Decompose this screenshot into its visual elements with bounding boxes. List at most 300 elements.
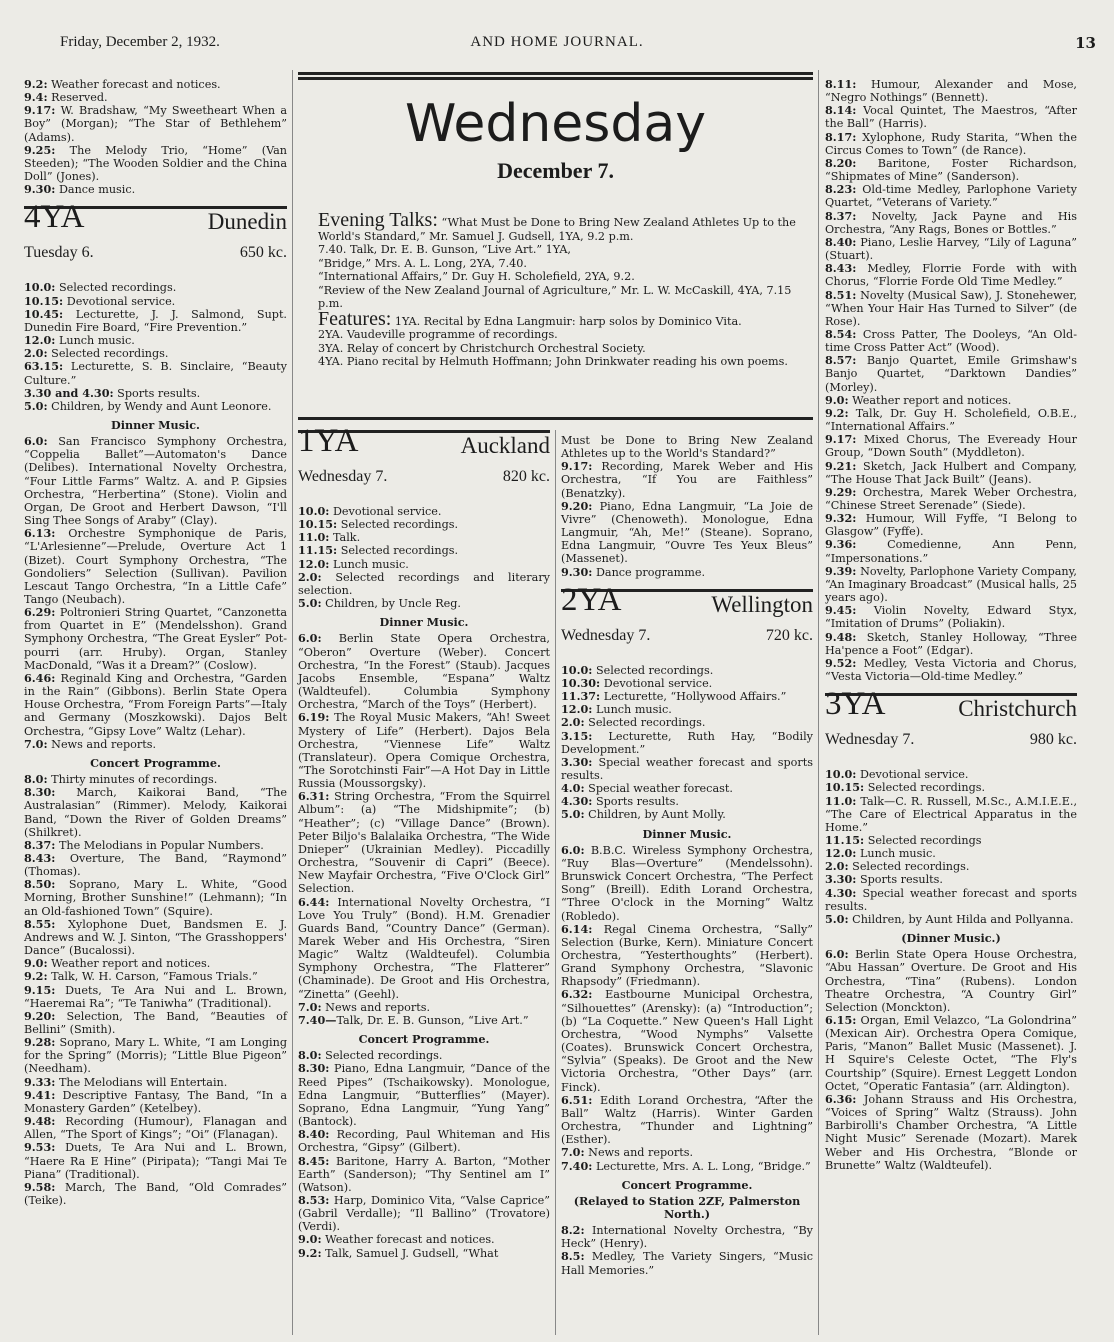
programme-text: Poltronieri String Quartet, “Canzonetta from Quartet in E” (Mendelsshon). Grand Symphony Orchestra, “The Great Eysler” Pot-pourri (arr. Hruby). Organ, Stanley MacDonald, “Was it a Dream?” (Coslow).	[24, 606, 287, 672]
programme-item	[24, 144, 287, 183]
station-frequency: 650 kc.	[239, 244, 287, 262]
programme-time: 6.14:	[561, 921, 593, 936]
programme-time: 9.48:	[24, 1114, 56, 1129]
station-day: Tuesday 6.	[24, 244, 94, 262]
programme-time: 9.20:	[561, 498, 593, 513]
programme-time: 9.53:	[24, 1140, 56, 1155]
programme-time: 11.0:	[825, 793, 857, 808]
programme-time: 9.17:	[561, 459, 593, 474]
programme-text: Novelty (Musical Saw), J. Stonehewer, “When Your Hair Has Turned to Silver” (de Rose).	[825, 288, 1077, 328]
programme-item	[825, 262, 1077, 288]
programme-text: Selected recordings.	[55, 281, 177, 295]
programme-item	[298, 1194, 550, 1233]
wednesday-banner	[298, 72, 813, 420]
programme-item	[298, 518, 550, 531]
programme-text: Devotional service.	[600, 676, 713, 690]
programme-time: 8.0:	[24, 772, 48, 787]
programme-time: 8.40:	[298, 1127, 330, 1142]
programme-time: 9.41:	[24, 1087, 56, 1102]
evening-talks	[318, 209, 801, 311]
programme-item	[825, 631, 1077, 657]
programme-text: Duets, Te Ara Nui and L. Brown, “Haeremai Ra”; “Te Taniwha” (Traditional).	[24, 983, 287, 1010]
programme-time: 11.37:	[561, 689, 601, 704]
programme-time: 9.2:	[298, 1245, 322, 1260]
programme-time: 9.29:	[825, 484, 857, 499]
programme-text: Special weather forecast.	[584, 782, 733, 796]
programme-text: Thirty minutes of recordings.	[47, 773, 218, 787]
talks-label: Evening Talks:	[318, 209, 438, 231]
programme-text: Children, by Wendy and Aunt Leonore.	[47, 399, 272, 413]
programme-item	[24, 1141, 287, 1180]
programme-text: Lecturette, Mrs. A. L. Long, “Bridge.”	[592, 1159, 811, 1173]
station-city: Christchurch	[958, 696, 1077, 722]
programme-item	[825, 354, 1077, 393]
programme-time: 8.45:	[298, 1153, 330, 1168]
programme-item	[825, 460, 1077, 486]
programme-item	[298, 632, 550, 711]
programme-item	[24, 957, 287, 970]
programme-text: International Novelty Orchestra, “I Love You Truly” (Bond). H.M. Grenadier Guards Band, “Country Dance” (German). Marek Weber and His Orchestra, “Siren Magic” Waltz (Waldteufel). Columbia Symphony Orchestra, “The Flatterer” (Chaminade). De Groot and His Orchestra, “Zinetta” (Geehl).	[298, 895, 550, 1001]
programme-text: Lunch music.	[55, 334, 135, 348]
programme-time: 10.15:	[24, 293, 64, 308]
programme-time: 6.0:	[298, 631, 322, 646]
programme-time: 9.30:	[561, 564, 593, 579]
station-1ya	[298, 423, 550, 495]
programme-item	[825, 1014, 1077, 1093]
programme-time: 4.30:	[561, 794, 593, 809]
programme-item	[825, 887, 1077, 913]
programme-item	[24, 400, 287, 413]
programme-text: News and reports.	[321, 1000, 431, 1014]
programme-time: 9.2:	[825, 405, 849, 420]
programme-time: 11.0:	[298, 530, 330, 545]
programme-text: Lecturette, Ruth Hay, “Bodily Development.”	[561, 729, 813, 756]
feature-line: 1YA. Recital by Edna Langmuir: harp solos by Dominico Vita.	[391, 314, 742, 328]
programme-time: 6.36:	[825, 1091, 857, 1106]
programme-text: Organ, Emil Velazco, “La Golondrina” (Mexican Air). Orchestra Opera Comique, Paris, “Manon” Ballet Music (Massenet). J. H Squire's Celeste Octet, “The Fly's Courtship” (Squire). Ernest Leggett London Octet, “Operatic Fantasia” (arr. Aldington).	[825, 1014, 1077, 1093]
programme-item	[825, 781, 1077, 794]
programme-text: B.B.C. Wireless Symphony Orchestra, “Ruy Blas—Overture” (Mendelssohn). Brunswick Concert Orchestra, “The Perfect Song” (Breill). Edith Lorand Orchestra, “Three O'clock in the Morning” Waltz (Robledo).	[561, 843, 813, 923]
divider	[298, 77, 813, 80]
programme-item	[825, 1093, 1077, 1172]
programme-item	[24, 918, 287, 957]
programme-text: Weather report and notices.	[47, 957, 211, 971]
programme-text: Descriptive Fantasy, The Band, “In a Monastery Garden” (Ketelbey).	[24, 1088, 287, 1115]
programme-text: Piano, Edna Langmuir, “Dance of the Reed Pipes” (Tschaikowsky). Monologue, Edna Langmuir, “Butterflies” (Mayer). Soprano, Edna Langmuir, “Yung Yang” (Bantock).	[298, 1062, 550, 1129]
programme-item	[24, 347, 287, 360]
programme-item	[825, 210, 1077, 236]
programme-time: 9.0:	[24, 956, 48, 971]
programme-time: 6.31:	[298, 789, 330, 804]
programme-item	[24, 1115, 287, 1141]
programme-item	[24, 1010, 287, 1036]
programme-text: Sports results.	[592, 795, 679, 809]
station-city: Auckland	[460, 433, 550, 458]
programme-item	[561, 1094, 813, 1147]
programme-text: International Novelty Orchestra, “By Heck” (Henry).	[561, 1224, 813, 1251]
programme-item	[825, 795, 1077, 834]
programme-text: Medley, The Variety Singers, “Music Hall Memories.”	[561, 1250, 813, 1277]
talk-line: “Bridge,” Mrs. A. L. Long, 2YA, 7.40.	[318, 256, 527, 270]
day-programme	[24, 281, 287, 413]
programme-text: Dance programme.	[592, 565, 706, 579]
programme-time: 8.5:	[561, 1249, 585, 1264]
programme-text: Comedienne, Ann Penn, “Impersonations.”	[825, 538, 1077, 565]
programme-time: 9.25:	[24, 142, 56, 157]
programme-item	[825, 486, 1077, 512]
programme-time: 11.15:	[298, 543, 338, 558]
banner-date: December 7.	[497, 158, 614, 183]
programme-text: Selected recordings.	[584, 716, 706, 730]
programme-text: Dance music.	[55, 183, 136, 197]
programme-text: Medley, Vesta Victoria and Chorus, “Vesta Victoria—Old-time Medley.”	[825, 656, 1077, 684]
programme-item	[561, 808, 813, 821]
station-call: 4YA	[24, 199, 85, 236]
programme-time: 12.0:	[298, 556, 330, 571]
day-programme	[561, 664, 813, 822]
programme-time: 8.30:	[24, 785, 56, 800]
programme-text: Talk—C. R. Russell, M.Sc., A.M.I.E.E., “The Care of Electrical Apparatus in the Home.”	[825, 794, 1077, 834]
station-frequency: 820 kc.	[502, 468, 550, 485]
programme-item	[298, 1247, 550, 1260]
programme-time: 9.48:	[825, 629, 857, 644]
column-1	[24, 78, 287, 1207]
programme-item	[298, 558, 550, 571]
programme-text: Mixed Chorus, The Eveready Hour Group, “Down South” (Myddleton).	[825, 433, 1077, 460]
programme-time: 6.51:	[561, 1092, 593, 1107]
programme-item	[24, 387, 287, 400]
programme-item	[561, 1160, 813, 1173]
programme-item	[561, 434, 813, 460]
programme-time: 6.29:	[24, 605, 56, 620]
features	[318, 307, 801, 369]
programme-time: 9.32:	[825, 511, 857, 526]
programme-text: Selected recordings.	[337, 544, 459, 558]
programme-text: News and reports.	[47, 737, 157, 751]
station-call: 1YA	[298, 423, 359, 459]
programme-time: 10.15:	[825, 780, 865, 795]
programme-time: 7.0:	[298, 999, 322, 1014]
programme-time: 8.17:	[825, 129, 857, 144]
programme-item	[825, 131, 1077, 157]
programme-item	[298, 1233, 550, 1246]
programme-text: Duets, Te Ara Nui and L. Brown, “Haere Ra E Hine” (Piripata); “Tangi Mai Te Piana” (Traditional).	[24, 1141, 287, 1181]
programme-text: Soprano, Mary L. White, “I am Longing for the Spring” (Morris); “Little Blue Pigeon” (Needham).	[24, 1036, 287, 1076]
programme-item	[825, 860, 1077, 873]
programme-item	[561, 795, 813, 808]
programme-item	[298, 1155, 550, 1194]
programme-item	[24, 1089, 287, 1115]
programme-text: Selected recordings	[864, 833, 982, 847]
issue-date: Friday, December 2, 1932.	[60, 34, 220, 50]
dinner-programme	[24, 435, 287, 751]
continued-programme	[825, 78, 1077, 683]
station-3ya	[825, 686, 1077, 758]
programme-text: Special weather forecast and sports results.	[561, 755, 813, 782]
programme-text: Berlin State Opera House Orchestra, “Abu Hassan” Overture. De Groot and His Orchestra, “Tina” (Rubens). London Theatre Orchestra, “A Country Girl” Selection (Monckton).	[825, 948, 1077, 1014]
section-heading: Concert Programme.	[621, 1177, 753, 1192]
programme-text: Reserved.	[47, 91, 108, 105]
programme-time: 7.40—	[298, 1012, 337, 1027]
programme-item	[825, 407, 1077, 433]
programme-item	[825, 834, 1077, 847]
station-city: Dunedin	[207, 209, 287, 235]
programme-text: Novelty, Parlophone Variety Company, “An Imaginary Broadcast” (Musical halls, 25 years ago).	[825, 564, 1077, 605]
programme-item	[825, 512, 1077, 538]
programme-time: 8.30:	[298, 1061, 330, 1076]
programme-time: 2.0:	[825, 859, 849, 874]
dinner-programme	[561, 844, 813, 1173]
programme-time: 8.2:	[561, 1223, 585, 1238]
programme-item	[24, 527, 287, 606]
programme-text: Selected recordings.	[592, 663, 714, 677]
programme-item	[825, 873, 1077, 886]
programme-time: 9.15:	[24, 982, 56, 997]
programme-item	[561, 1146, 813, 1159]
dinner-programme	[825, 948, 1077, 1172]
programme-time: 6.15:	[825, 1013, 857, 1027]
programme-item	[825, 78, 1077, 104]
programme-item	[825, 657, 1077, 683]
programme-time: 8.20:	[825, 155, 857, 170]
programme-item	[24, 984, 287, 1010]
programme-item	[825, 433, 1077, 459]
programme-item	[825, 289, 1077, 328]
programme-time: 8.55:	[24, 916, 56, 931]
programme-time: 9.33:	[24, 1074, 56, 1089]
page-header	[0, 0, 1114, 52]
programme-item	[24, 78, 287, 91]
programme-time: 4.30:	[825, 885, 857, 900]
programme-item	[24, 1181, 287, 1207]
relay-note: (Relayed to Station 2ZF, Palmerston North.)	[573, 1193, 801, 1221]
concert-programme	[561, 1224, 813, 1277]
programme-item	[561, 460, 813, 499]
programme-text: Selected recordings.	[337, 518, 459, 532]
programme-item	[825, 604, 1077, 630]
feature-line: 3YA. Relay of concert by Christchurch Orchestral Society.	[318, 341, 646, 355]
talk-line: 7.40. Talk, Dr. E. B. Gunson, “Live Art.” 1YA,	[318, 243, 571, 256]
programme-time: 8.43:	[825, 261, 857, 276]
page-number: 13	[1075, 34, 1096, 52]
programme-time: 10.15:	[298, 517, 338, 532]
programme-time: 8.37:	[825, 208, 857, 223]
banner-title: Wednesday	[404, 94, 707, 154]
feature-line: 2YA. Vaudeville programme of recordings.	[318, 328, 558, 341]
programme-text: News and reports.	[584, 1146, 694, 1160]
programme-time: 9.52:	[825, 655, 857, 670]
station-4ya	[24, 199, 287, 271]
programme-time: 9.17:	[24, 103, 56, 118]
station-day: Wednesday 7.	[298, 468, 388, 485]
programme-time: 3.30:	[561, 754, 593, 769]
programme-time: 8.54:	[825, 326, 857, 341]
programme-text: Vocal Quintet, The Maestros, “After the Ball” (Harris).	[825, 104, 1077, 131]
divider	[298, 72, 813, 75]
programme-text: Sketch, Jack Hulbert and Company, “The House That Jack Built” (Jeans).	[825, 459, 1077, 486]
programme-text: Devotional service.	[856, 768, 969, 782]
programme-text: San Francisco Symphony Orchestra, “Coppelia Ballet”—Automaton's Dance (Delibes). International Novelty Orchestra, “Four Little Farms” Waltz. A. and P. Gipsies Orchestra, “Herbertina” (Stone). Violin and Organ, De Groot and Herbert Dawson, “I'll Sing Thee Songs of Araby” (Clay).	[24, 435, 287, 528]
programme-time: 8.23:	[825, 182, 857, 197]
programme-time: 2.0:	[561, 715, 585, 730]
programme-text: String Orchestra, “From the Squirrel Album”: (a) “The Midshipmite”; (b) “Heather”; (c) “Village Dance” (Brown). Peter Biljo's Balalaika Orchestra, “The Wide Dnieper” (Ukrainian Medley). Piccadilly Orchestra, “Souvenir di Capri” (Beece). New Mayfair Orchestra, “Five O'Clock Girl” Selection.	[298, 790, 550, 896]
programme-item	[825, 565, 1077, 604]
programme-item	[298, 711, 550, 790]
programme-item	[298, 1128, 550, 1154]
programme-time: 12.0:	[825, 846, 857, 861]
programme-time: 6.0:	[825, 947, 849, 962]
programme-text: Orchestre Symphonique de Paris, “L'Arlesienne”—Prelude, Overture Act 1 (Bizet). Court Symphony Orchestra, “The Gondoliers” Selection (Sullivan). Pavilion Lescaut Tango Orchestra, “In a Little Cafe” Tango (Neubach).	[24, 527, 287, 606]
feature-line: 4YA. Piano recital by Helmuth Hoffmann; John Drinkwater reading his own poems.	[318, 355, 788, 368]
programme-text: Humour, Will Fyffe, “I Belong to Glasgow” (Fyffe).	[825, 512, 1077, 539]
programme-item	[561, 844, 813, 923]
programme-time: 8.43:	[24, 850, 56, 865]
programme-text: Selected recordings.	[47, 347, 169, 361]
programme-item	[825, 157, 1077, 183]
concert-programme	[298, 1049, 550, 1260]
programme-text: Orchestra, Marek Weber Orchestra, “Chinese Street Serenade” (Siede).	[825, 485, 1077, 512]
banner-body	[318, 209, 801, 369]
programme-item	[24, 308, 287, 334]
programme-text: Special weather forecast and sports results.	[825, 886, 1077, 913]
programme-time: 7.0:	[24, 736, 48, 751]
programme-time: 10.30:	[561, 675, 601, 690]
station-2ya	[561, 581, 813, 654]
programme-time: 12.0:	[24, 333, 56, 348]
programme-item	[561, 730, 813, 756]
programme-item	[24, 281, 287, 294]
programme-item	[298, 1062, 550, 1128]
programme-item	[24, 773, 287, 786]
programme-time: 8.14:	[825, 103, 857, 118]
programme-text: Baritone, Foster Richardson, “Shipmates of Mine” (Sanderson).	[825, 156, 1077, 184]
programme-time: 5.0:	[298, 596, 322, 611]
programme-time: 10.0:	[298, 504, 330, 518]
station-call: 2YA	[561, 581, 622, 618]
station-frequency: 980 kc.	[1029, 731, 1077, 749]
programme-item	[24, 738, 287, 751]
programme-time: 6.19:	[298, 710, 330, 725]
programme-time: 9.39:	[825, 563, 857, 578]
day-programme	[825, 768, 1077, 926]
programme-item	[561, 988, 813, 1093]
column-2	[298, 420, 550, 1260]
programme-item	[24, 852, 287, 878]
programme-text: Devotional service.	[63, 294, 176, 308]
continued-programme	[561, 434, 813, 579]
programme-time: 8.50:	[24, 877, 56, 892]
programme-time: 9.4:	[24, 90, 48, 105]
programme-text: Humour, Alexander and Mose, “Negro Nothings” (Bennett).	[825, 78, 1077, 105]
column-4	[825, 78, 1077, 1172]
programme-item	[24, 672, 287, 738]
programme-text: March, Kaikorai Band, “The Australasian” (Rimmer). Melody, Kaikorai Band, “Down the River of Golden Dreams” (Shilkret).	[24, 786, 287, 839]
programme-item	[561, 1224, 813, 1250]
programme-text: Children, by Aunt Molly.	[584, 808, 726, 822]
section-heading: Concert Programme.	[358, 1032, 490, 1047]
programme-text: Overture, The Band, “Raymond” (Thomas).	[24, 851, 287, 879]
programme-text: Weather forecast and notices.	[47, 78, 221, 91]
programme-time: 5.0:	[24, 398, 48, 413]
programme-text: Regal Cinema Orchestra, “Sally” Selection (Burke, Kern). Miniature Concert Orchestra, “Yesterthoughts” (Herbert). Grand Symphony Orchestra, “Slavonic Rhapsody” (Friedmann).	[561, 922, 813, 989]
features-label: Features:	[318, 307, 392, 330]
programme-time: 2.0:	[298, 569, 322, 584]
programme-item	[24, 183, 287, 196]
programme-time: 8.37:	[24, 837, 56, 852]
programme-text: Talk, Samuel J. Gudsell, “What	[321, 1246, 499, 1260]
programme-text: Selection, The Band, “Beauties of Bellini” (Smith).	[24, 1009, 287, 1036]
programme-item	[298, 571, 550, 597]
programme-time: 9.0:	[298, 1232, 322, 1247]
programme-text: Novelty, Jack Payne and His Orchestra, “Any Rags, Bones or Bottles.”	[825, 209, 1077, 236]
journal-title: AND HOME JOURNAL.	[470, 34, 644, 50]
programme-item	[24, 970, 287, 983]
programme-text: March, The Band, “Old Comrades” (Teike).	[24, 1180, 287, 1208]
programme-time: 9.45:	[825, 603, 857, 618]
programme-text: Weather report and notices.	[848, 393, 1012, 407]
programme-time: 2.0:	[24, 346, 48, 361]
programme-text: Must be Done to Bring New Zealand Athletes up to the World's Standard?”	[561, 434, 813, 461]
programme-time: 9.2:	[24, 77, 48, 91]
programme-text: Selected recordings.	[321, 1049, 443, 1063]
programme-text: Lecturette, “Hollywood Affairs.”	[600, 690, 787, 704]
programme-text: Violin Novelty, Edward Styx, “Imitation of Drums” (Poliakin).	[825, 604, 1077, 631]
day-programme	[298, 505, 550, 610]
programme-text: Sketch, Stanley Holloway, “Three Ha'pence a Foot” (Edgar).	[825, 630, 1077, 657]
programme-time: 63.15:	[24, 359, 64, 374]
programme-item	[24, 360, 287, 386]
programme-item	[561, 690, 813, 703]
programme-text: Sports results.	[856, 873, 943, 887]
programme-text: Harp, Dominico Vita, “Valse Caprice” (Gabril Verdalle); “Il Ballino” (Trovatore) (Verdi).	[298, 1193, 550, 1234]
programme-time: 5.0:	[825, 911, 849, 926]
programme-item	[24, 786, 287, 839]
programme-time: 8.51:	[825, 287, 857, 302]
programme-text: Eastbourne Municipal Orchestra, “Silhouettes” (Arensky): (a) “Introduction”; (b) “La Coquette.” New Queen's Hall Light Orchestra, “Wood Nymphs” Valsette (Coates). Brunswick Concert Orchestra, “Sylvia” (Speaks). De Groot and the New Victoria Orchestra, “Other Days” (arr. Finck).	[561, 988, 813, 1094]
dinner-programme	[298, 632, 550, 1027]
programme-text: Edith Lorand Orchestra, “After the Ball” Waltz (Harris). Winter Garden Orchestra, “Thunder and Lightning” (Esther).	[561, 1093, 813, 1147]
programme-text: Talk.	[329, 531, 361, 545]
programme-item	[298, 896, 550, 1001]
section-heading: Dinner Music.	[642, 826, 732, 841]
programme-time: 8.57:	[825, 353, 857, 368]
programme-text: Lunch music.	[856, 847, 936, 861]
programme-item	[825, 538, 1077, 564]
column-3	[561, 434, 813, 1277]
programme-time: 6.0:	[561, 842, 585, 857]
programme-text: Children, by Aunt Hilda and Pollyanna.	[848, 912, 1074, 926]
programme-item	[298, 597, 550, 610]
programme-text: Lecturette, J. J. Salmond, Supt. Dunedin Fire Board, “Fire Prevention.”	[24, 307, 287, 334]
programme-text: Talk, Dr. E. B. Gunson, “Live Art.”	[336, 1013, 529, 1027]
programme-text: Selected recordings and literary selection.	[298, 570, 550, 597]
programme-text: The Melodians will Entertain.	[55, 1075, 228, 1089]
programme-item	[825, 948, 1077, 1014]
programme-item	[298, 1049, 550, 1062]
programme-text: The Melodians in Popular Numbers.	[55, 838, 264, 852]
programme-item	[24, 606, 287, 672]
programme-item	[561, 566, 813, 579]
section-heading: Dinner Music.	[111, 417, 200, 432]
programme-time: 11.15:	[825, 832, 865, 847]
station-call: 3YA	[825, 686, 886, 723]
programme-time: 9.20:	[24, 1008, 56, 1023]
programme-time: 9.28:	[24, 1035, 56, 1050]
intro-list	[24, 78, 287, 196]
station-city: Wellington	[711, 591, 813, 617]
programme-item	[24, 435, 287, 527]
section-heading: Dinner Music.	[379, 615, 469, 630]
